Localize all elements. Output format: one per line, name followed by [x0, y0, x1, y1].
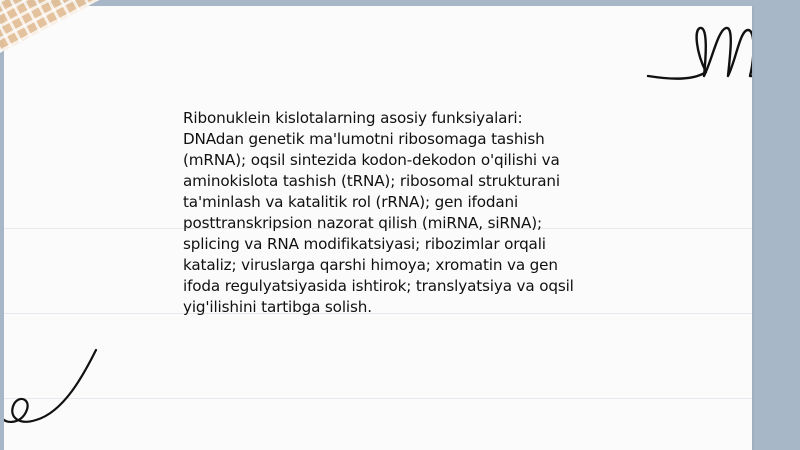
curl-scribble-icon: [4, 346, 110, 436]
loop-scribble-icon: [634, 16, 752, 96]
note-paper: [4, 6, 752, 450]
note-body-text: Ribonuklein kislotalarning asosiy funksiyalari: DNAdan genetik ma'lumotni ribosomaga tashish (mRNA); oqsil sintezida kodon-dekodon o'qilishi va aminokislota tashish (tRNA); ribosomal strukturani ta'minlash va katalitik rol (rRNA); gen ifodani posttranskripsion nazorat qilish (miRNA, siRNA); splicing va RNA modifikatsiyasi; ribozimlar orqali kataliz; viruslarga qarshi himoya; xromatin va gen ifoda regulyatsiyasida ishtirok; translyatsiya va oqsil yig'ilishini tartibga solish.: [183, 109, 574, 316]
ruled-line: [4, 398, 752, 399]
